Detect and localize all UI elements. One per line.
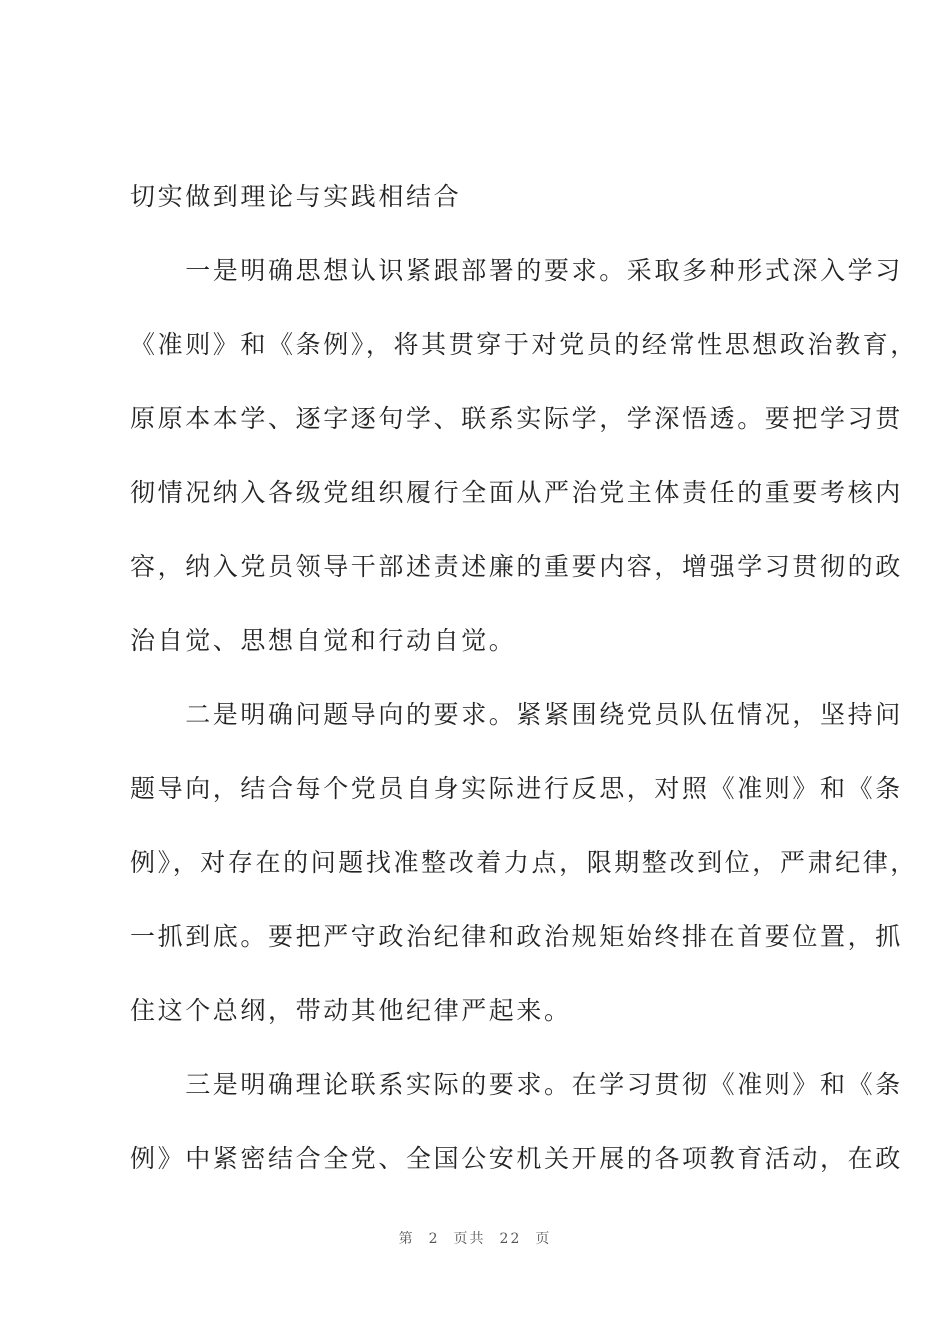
text-line-2: 一是明确思想认识紧跟部署的要求。采取多种形式深入学习 [130,256,903,285]
text-line-12: 住这个总纲，带动其他纪律严起来。 [130,996,572,1025]
footer-prefix: 第 [398,1231,415,1247]
text-line-1: 切实做到理论与实践相结合 [130,182,462,211]
total-pages-number: 22 [499,1231,522,1247]
text-line-9: 题导向，结合每个党员自身实际进行反思，对照《准则》和《条 [130,774,903,803]
text-line-6: 容，纳入党员领导干部述责述廉的重要内容，增强学习贯彻的政 [130,552,903,581]
text-line-3: 《准则》和《条例》，将其贯穿于对党员的经常性思想政治教育， [130,330,918,359]
text-line-4: 原原本本学、逐字逐句学、联系实际学，学深悟透。要把学习贯 [130,404,903,433]
text-line-7: 治自觉、思想自觉和行动自觉。 [130,626,517,655]
text-line-8: 二是明确问题导向的要求。紧紧围绕党员队伍情况，坚持问 [130,700,903,729]
text-line-11: 一抓到底。要把严守政治纪律和政治规矩始终排在首要位置，抓 [130,922,903,951]
text-line-10: 例》，对存在的问题找准整改着力点，限期整改到位，严肃纪律， [130,848,918,877]
text-line-5: 彻情况纳入各级党组织履行全面从严治党主体责任的重要考核内 [130,478,903,507]
footer-suffix: 页 [535,1231,552,1247]
footer-middle: 页共 [453,1231,486,1247]
page-footer [0,1228,950,1248]
text-line-13: 三是明确理论联系实际的要求。在学习贯彻《准则》和《条 [130,1070,903,1099]
current-page-number: 2 [428,1231,440,1247]
text-line-14: 例》中紧密结合全党、全国公安机关开展的各项教育活动，在政 [130,1144,903,1173]
